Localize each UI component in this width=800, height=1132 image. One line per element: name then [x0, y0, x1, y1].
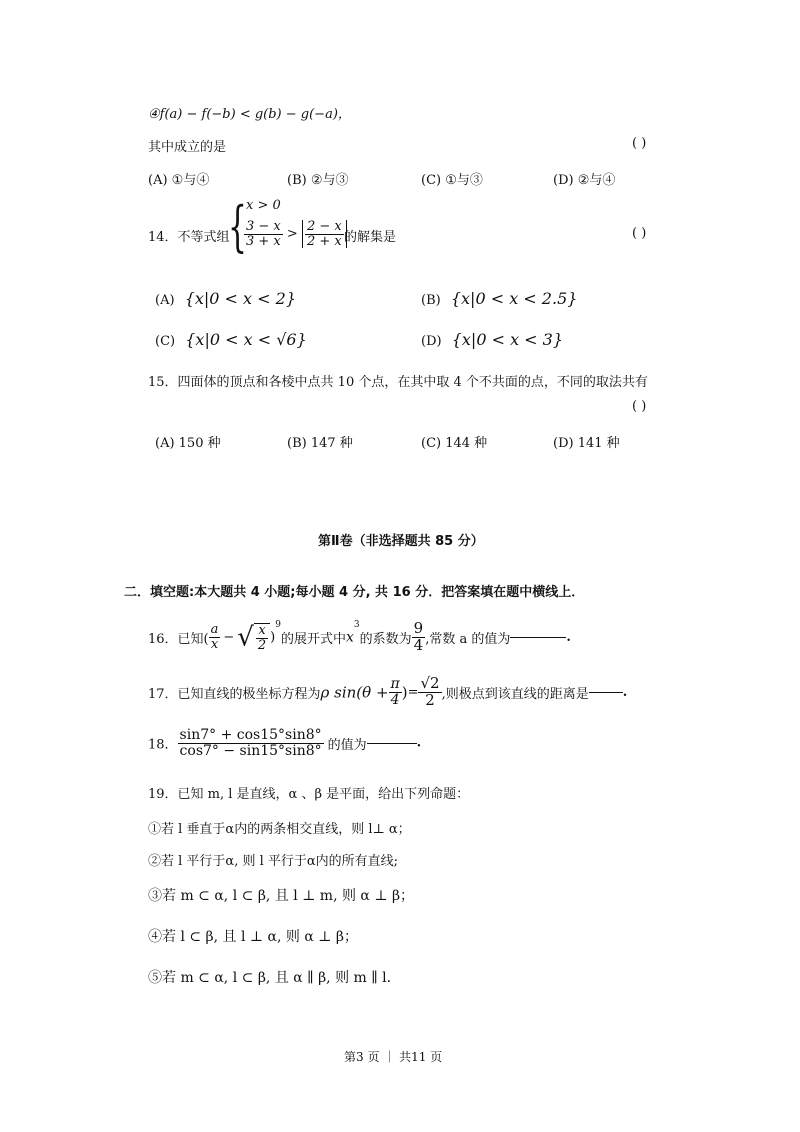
q18-denominator: cos7° − sin15°sin8°: [179, 742, 322, 759]
q16-answer-blank[interactable]: [510, 637, 566, 638]
q18-end: .: [416, 735, 422, 751]
q16-sqrt-num: x: [256, 624, 268, 639]
q13-option-d: (D) ②与④: [553, 173, 616, 188]
q19-stem: 19．已知 m, l 是直线，α 、β 是平面，给出下列命题：: [148, 787, 470, 802]
q16-x: x: [210, 637, 219, 652]
q18-prefix: 18．: [148, 737, 178, 753]
q16-a: a: [210, 622, 219, 638]
q14-left-fraction: [244, 220, 283, 248]
q14-right-numerator: 2 − x: [306, 219, 342, 234]
q14-answer-paren: ( ): [632, 226, 647, 241]
q19-item-5: ⑤若 m ⊂ α, l ⊂ β, 且 α ∥ β, 则 m ∥ l.: [148, 970, 392, 986]
part-2-header: 二．填空题:本大题共 4 小题;每小题 4 分, 共 16 分．把答案填在题中横线上．: [124, 585, 585, 600]
q16-coef: 的系数为: [359, 632, 412, 647]
q17-answer-blank[interactable]: [589, 692, 623, 693]
q17: [148, 676, 627, 709]
page-footer: 第3 页 ｜ 共11 页: [344, 1050, 443, 1064]
q16-mid: 的展开式中: [280, 632, 346, 647]
q15-answer-paren: ( ): [632, 399, 647, 414]
option-label: (A): [155, 293, 175, 308]
q17-root2: √2: [420, 674, 440, 692]
q18-fraction: [178, 728, 324, 758]
q13-option-c: (C) ①与③: [421, 173, 483, 188]
q14-option-b: [421, 289, 577, 308]
q16-x3: x: [345, 629, 354, 646]
q15-option-b: (B) 147 种: [287, 436, 353, 451]
q14-option-a: [155, 289, 296, 308]
q19-item-3: ③若 m ⊂ α, l ⊂ β, 且 l ⊥ m, 则 α ⊥ β；: [148, 888, 415, 904]
q19-item-1: ①若 l 垂直于α内的两条相交直线，则 l⊥ α；: [148, 822, 411, 837]
q16-close: ): [270, 630, 276, 645]
q17-close: ): [401, 683, 408, 702]
q14-right-fraction: [305, 220, 344, 248]
q16-power: 9: [275, 620, 281, 630]
q16-nine-fourths: [412, 621, 426, 654]
left-brace-icon: {: [228, 195, 247, 258]
q14-left-numerator: 3 − x: [246, 219, 281, 234]
q14-option-c: [155, 330, 307, 349]
q16-nine: 9: [413, 619, 424, 638]
q13-option-b: (B) ②与③: [287, 173, 349, 188]
q14-greater-sign: >: [286, 226, 298, 242]
q17-equals: =: [407, 684, 419, 700]
option-label: (B): [421, 293, 441, 308]
q16-minus: −: [223, 630, 235, 645]
q17-four: 4: [390, 691, 400, 708]
q18-tail: 的值为: [327, 737, 367, 753]
q17-two: 2: [425, 690, 435, 709]
q16-four: 4: [413, 636, 424, 654]
q14-prefix: 14．不等式组: [148, 230, 230, 245]
q16-sqrt-fraction: [254, 623, 270, 652]
option-value: {x|0 < x < √6}: [185, 330, 307, 349]
q16-prefix: 16．已知(: [148, 632, 209, 647]
q15-option-d: (D) 141 种: [553, 436, 620, 451]
q13-option-a: (A) ①与④: [148, 173, 210, 188]
q13-item-4: ④f(a) − f(−b) < g(b) − g(−a)，: [148, 107, 351, 122]
option-value: {x|0 < x < 3}: [451, 330, 564, 349]
q18-numerator: sin7° + cos15°sin8°: [179, 727, 322, 743]
q16-a-over-x: [209, 623, 221, 651]
q17-root2-over-2: [418, 676, 441, 709]
q14-left-denominator: 3 + x: [246, 233, 281, 249]
q14-option-d: [421, 330, 563, 349]
q16-end: .: [566, 630, 571, 645]
sqrt-icon: √: [237, 622, 254, 653]
q14-line1: x > 0: [246, 198, 281, 213]
q19-item-2: ②若 l 平行于α, 则 l 平行于α内的所有直线;: [148, 854, 399, 869]
q17-pi: π: [390, 676, 400, 693]
q17-pi-over-4: [389, 677, 402, 707]
q17-end: .: [622, 684, 628, 700]
q13-stem: 其中成立的是: [148, 140, 227, 155]
q15-option-c: (C) 144 种: [421, 436, 488, 451]
q13-answer-paren: ( ): [632, 136, 647, 151]
q15-option-a: (A) 150 种: [155, 436, 221, 451]
option-value: {x|0 < x < 2}: [184, 289, 296, 308]
option-value: {x|0 < x < 2.5}: [450, 289, 578, 308]
q16-x3-power: 3: [353, 620, 360, 630]
q18: [148, 728, 421, 758]
q14-suffix: 的解集是: [344, 230, 397, 245]
option-label: (D): [421, 334, 442, 349]
q19-item-4: ④若 l ⊂ β, 且 l ⊥ α, 则 α ⊥ β；: [148, 929, 358, 945]
q16-sqrt-den: 2: [257, 637, 267, 653]
q17-tail: ,则极点到该直线的距离是: [441, 686, 589, 702]
section-2-title: 第Ⅱ卷（非选择题共 85 分）: [318, 534, 484, 549]
q18-answer-blank[interactable]: [367, 743, 417, 744]
q14-right-denominator: 2 + x: [306, 233, 342, 249]
q17-prefix: 17．已知直线的极坐标方程为: [148, 686, 321, 702]
q16-tail: ,常数 a 的值为: [425, 632, 511, 647]
option-label: (C): [155, 334, 176, 349]
q16: [148, 620, 571, 654]
q17-rho-sin: ρ sin(θ +: [320, 683, 389, 702]
q15-stem: 15．四面体的顶点和各棱中点共 10 个点，在其中取 4 个不共面的点，不同的取法共有: [148, 375, 648, 390]
